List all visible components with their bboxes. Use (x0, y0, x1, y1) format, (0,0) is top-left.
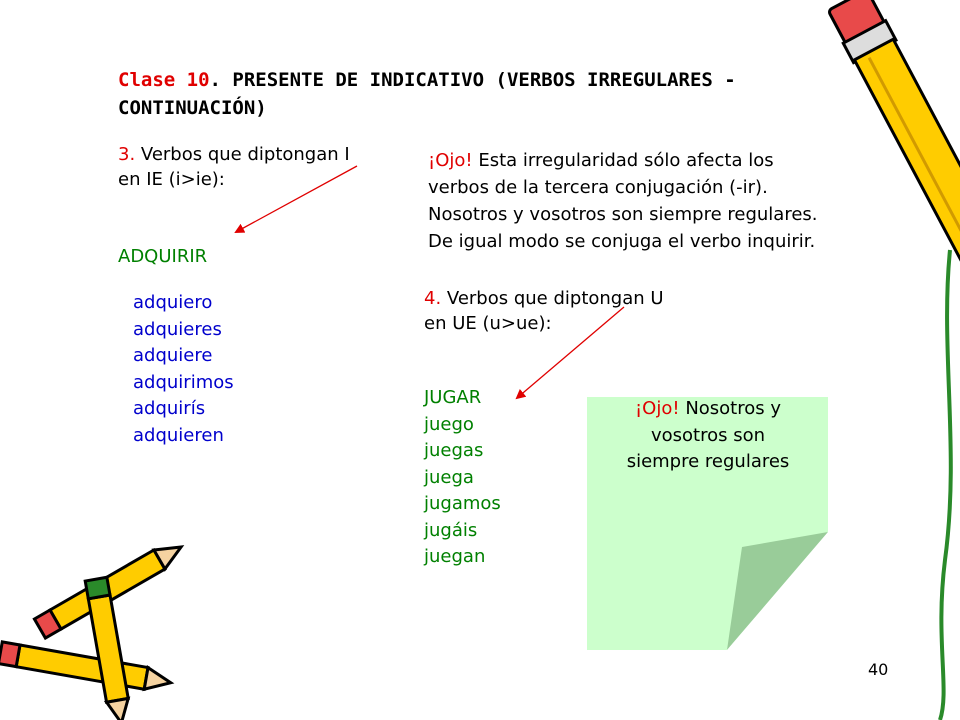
verb-adquirir: ADQUIRIR (118, 246, 208, 267)
section4-heading: 4. Verbos que diptongan U en UE (u>ue): (424, 288, 664, 334)
conjugation-form: jugáis (424, 519, 478, 541)
conjugation-form: juega (424, 466, 474, 488)
page-number: 40 (868, 660, 889, 679)
conjugation-form: juego (424, 413, 474, 435)
arrow-to-adquirir (236, 166, 357, 232)
pencil-icon (800, 0, 960, 720)
conjugation-form: adquiero (133, 292, 213, 313)
conjugation-form: adquiere (133, 345, 213, 366)
page-title: Clase 10. PRESENTE DE INDICATIVO (VERBOS IRREGULARES - CONTINUACIÓN) (118, 69, 736, 119)
note-jugar: ¡Ojo! Nosotros y vosotros son siempre regulares (626, 398, 790, 472)
note-adquirir: ¡Ojo! Esta irregularidad sólo afecta los verbos de la tercera conjugación (-ir). Nosotros y vosotros son siempre regulares. De igual modo se conjuga el verbo inquirir. (428, 150, 818, 252)
section3-heading: 3. Verbos que diptongan I en IE (i>ie): (118, 144, 350, 190)
conjugation-form: adquirís (133, 398, 206, 419)
conjugation-form: juegas (424, 440, 484, 461)
arrow-to-jugar (517, 307, 624, 398)
conjugation-form: juegan (424, 546, 486, 567)
verb-jugar: JUGAR (424, 387, 482, 408)
conjugation-form: adquirimos (133, 371, 234, 393)
title-main: PRESENTE DE INDICATIVO (VERBOS IRREGULARES - CONTINUACIÓN) (118, 69, 736, 119)
conjugation-form: jugamos (424, 493, 501, 514)
conjugation-form: adquieres (133, 318, 222, 340)
crossed-pencils-icon (0, 575, 200, 720)
conjugation-form: adquieren (133, 424, 224, 446)
class-label: Clase 10 (118, 69, 210, 91)
